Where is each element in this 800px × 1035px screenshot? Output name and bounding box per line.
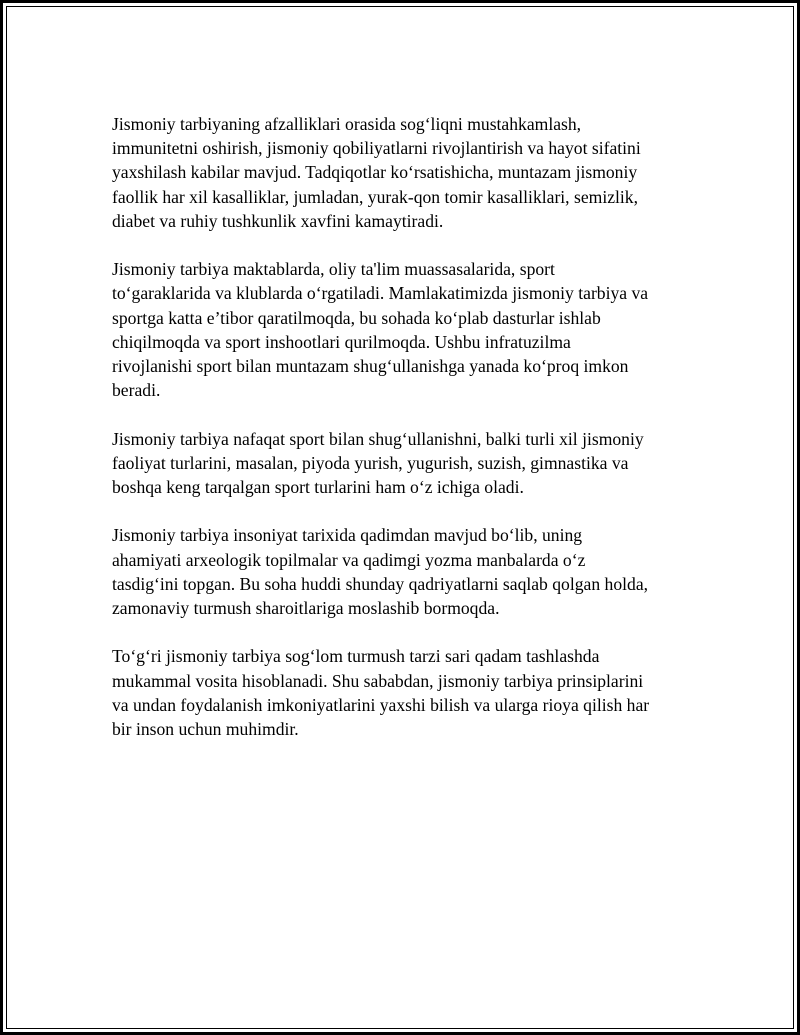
text-line: sportga katta e’tibor qaratilmoqda, bu sohada ko‘plab dasturlar ishlab [112, 307, 601, 328]
text-line: to‘garaklarida va klublarda o‘rgatiladi. Mamlakatimizda jismoniy tarbiya va [112, 283, 649, 304]
text-line: rivojlanishi sport bilan muntazam shug‘ullanishga yanada ko‘proq imkon [112, 356, 629, 377]
text-line: tasdig‘ini topgan. Bu soha huddi shunday qadriyatlarni saqlab qolgan holda, [112, 573, 649, 594]
text-line: faoliyat turlarini, masalan, piyoda yurish, yugurish, suzish, gimnastika va [112, 452, 629, 473]
text-line: faollik har xil kasalliklar, jumladan, yurak-qon tomir kasalliklari, semizlik, [112, 186, 638, 207]
text-line: Jismoniy tarbiya maktablarda, oliy ta'lim muassasalarida, sport [112, 259, 555, 280]
paragraph-4 [112, 523, 684, 620]
text-line: Jismoniy tarbiya insoniyat tarixida qadimdan mavjud bo‘lib, uning [112, 525, 583, 546]
text-line: ahamiyati arxeologik topilmalar va qadimgi yozma manbalarda o‘z [112, 549, 586, 570]
paragraph-2 [112, 257, 684, 402]
text-line: beradi. [112, 380, 161, 401]
paragraph-3 [112, 427, 684, 500]
text-line: To‘g‘ri jismoniy tarbiya sog‘lom turmush tarzi sari qadam tashlashda [112, 646, 600, 667]
text-line: diabet va ruhiy tushkunlik xavfini kamaytiradi. [112, 210, 444, 231]
text-line: Jismoniy tarbiyaning afzalliklari orasida sog‘liqni mustahkamlash, [112, 114, 582, 134]
text-line: boshqa keng tarqalgan sport turlarini ham o‘z ichiga oladi. [112, 477, 524, 498]
text-line: Jismoniy tarbiya nafaqat sport bilan shug‘ullanishni, balki turli xil jismoniy [112, 428, 644, 449]
text-line: bir inson uchun muhimdir. [112, 719, 299, 740]
text-line: yaxshilash kabilar mavjud. Tadqiqotlar ko‘rsatishicha, muntazam jismoniy [112, 162, 638, 183]
text-line: mukammal vosita hisoblanadi. Shu sababdan, jismoniy tarbiya prinsiplarini [112, 670, 644, 691]
paragraph-1 [112, 112, 684, 233]
paragraph-5 [112, 644, 684, 741]
text-line: immunitetni oshirish, jismoniy qobiliyatlarni rivojlantirish va hayot sifatini [112, 138, 641, 159]
text-line: va undan foydalanish imkoniyatlarini yaxshi bilish va ularga rioya qilish har [112, 694, 650, 715]
text-line: zamonaviy turmush sharoitlariga moslashib bormoqda. [112, 598, 500, 619]
document-body [112, 112, 684, 765]
text-line: chiqilmoqda va sport inshootlari qurilmoqda. Ushbu infratuzilma [112, 331, 571, 352]
